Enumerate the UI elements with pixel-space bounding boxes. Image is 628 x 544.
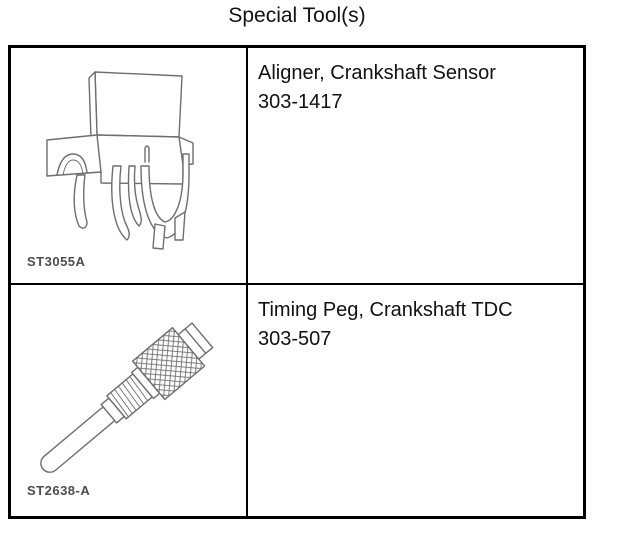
tool-description-cell-timing-peg	[248, 285, 583, 516]
tool-name: Timing Peg, Crankshaft TDC	[258, 299, 513, 321]
special-tools-table	[8, 45, 586, 519]
tool-part-number: 303-1417	[258, 91, 343, 113]
page-title: Special Tool(s)	[228, 4, 366, 27]
tool-name: Aligner, Crankshaft Sensor	[258, 62, 496, 84]
figure-label: ST2638-A	[27, 483, 91, 498]
tool-figure-cell-aligner	[11, 48, 248, 285]
figure-label: ST3055A	[27, 254, 86, 269]
tool-figure-cell-timing-peg	[11, 285, 248, 516]
timing-peg-icon	[17, 291, 239, 501]
crankshaft-sensor-aligner-icon	[17, 54, 239, 262]
tool-description-cell-aligner	[248, 48, 583, 285]
tool-part-number: 303-507	[258, 328, 332, 350]
